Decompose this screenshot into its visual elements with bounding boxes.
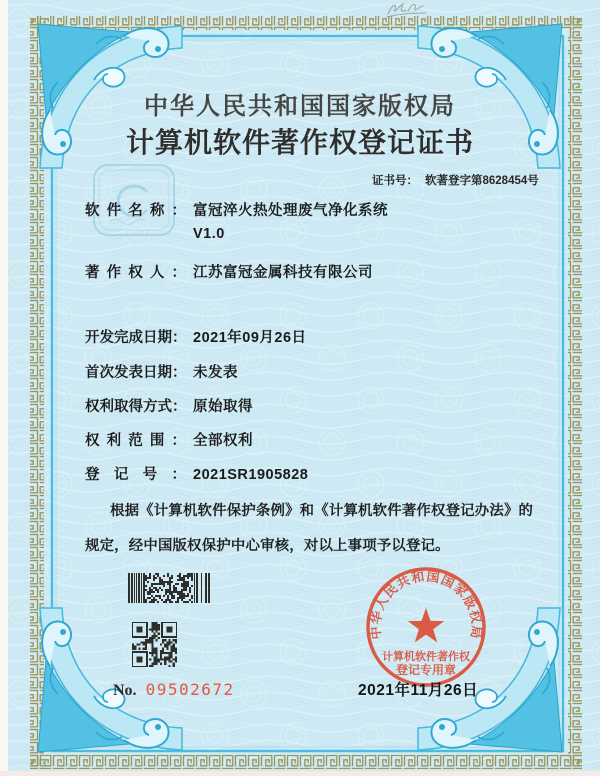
official-seal [364, 565, 488, 689]
qr-code [132, 622, 177, 667]
watermark-emblem [90, 162, 178, 240]
field-label-rights-scope: 权 利 范 围 ： [85, 433, 186, 449]
certificate-number-value: 软著登字第8628454号 [425, 175, 539, 187]
seal-title: 计算机软件著作权 [382, 651, 470, 663]
authority-title: 中华人民共和国国家版权局 [144, 94, 456, 120]
field-value-registration-number: 2021SR1905828 [193, 467, 309, 483]
field-label-software-name: 软 件 名 称 ： [85, 203, 186, 219]
field-value-completion-date: 2021年09月26日 [193, 330, 307, 346]
pencil-mark [384, 1, 432, 21]
field-value-rights-scope: 全部权利 [193, 433, 253, 449]
seal-subtitle: 登记专用章 [395, 663, 457, 677]
certificate-number-label: 证书号： [372, 175, 418, 187]
barcode [128, 573, 212, 603]
statement-line-1: 根据《计算机软件保护条例》和《计算机软件著作权登记办法》的 [110, 503, 534, 519]
field-label-acquisition-method: 权 利 取 得 方 式 ： [85, 399, 187, 415]
certificate-number-line [372, 176, 539, 188]
field-value-copyright-owner: 江苏富冠金属科技有限公司 [193, 265, 373, 281]
field-value-first-publication: 未发表 [193, 365, 238, 381]
serial-number: 09502672 [145, 680, 235, 699]
field-label-completion-date: 开 发 完 成 日 期 ： [85, 330, 187, 346]
serial-prefix: No. [113, 682, 137, 699]
field-value-software-version: V1.0 [193, 226, 225, 242]
seal-arc-text: 中华人民共和国国家版权局 [367, 568, 485, 641]
serial-number-line [113, 682, 235, 699]
field-label-copyright-owner: 著 作 权 人 ： [85, 265, 186, 281]
certificate-title: 计算机软件著作权登记证书 [125, 128, 474, 159]
issue-date: 2021年11月26日 [358, 682, 479, 699]
statement-line-2: 规定，经中国版权保护中心审核，对以上事项予以登记。 [85, 538, 450, 554]
field-label-first-publication: 首 次 发 表 日 期 ： [85, 365, 187, 381]
field-value-software-name: 富冠淬火热处理废气净化系统 [193, 203, 388, 219]
field-label-registration-number: 登 记 号 ： [85, 467, 186, 483]
field-value-acquisition-method: 原始取得 [193, 399, 253, 415]
seal-star-icon [408, 608, 444, 642]
